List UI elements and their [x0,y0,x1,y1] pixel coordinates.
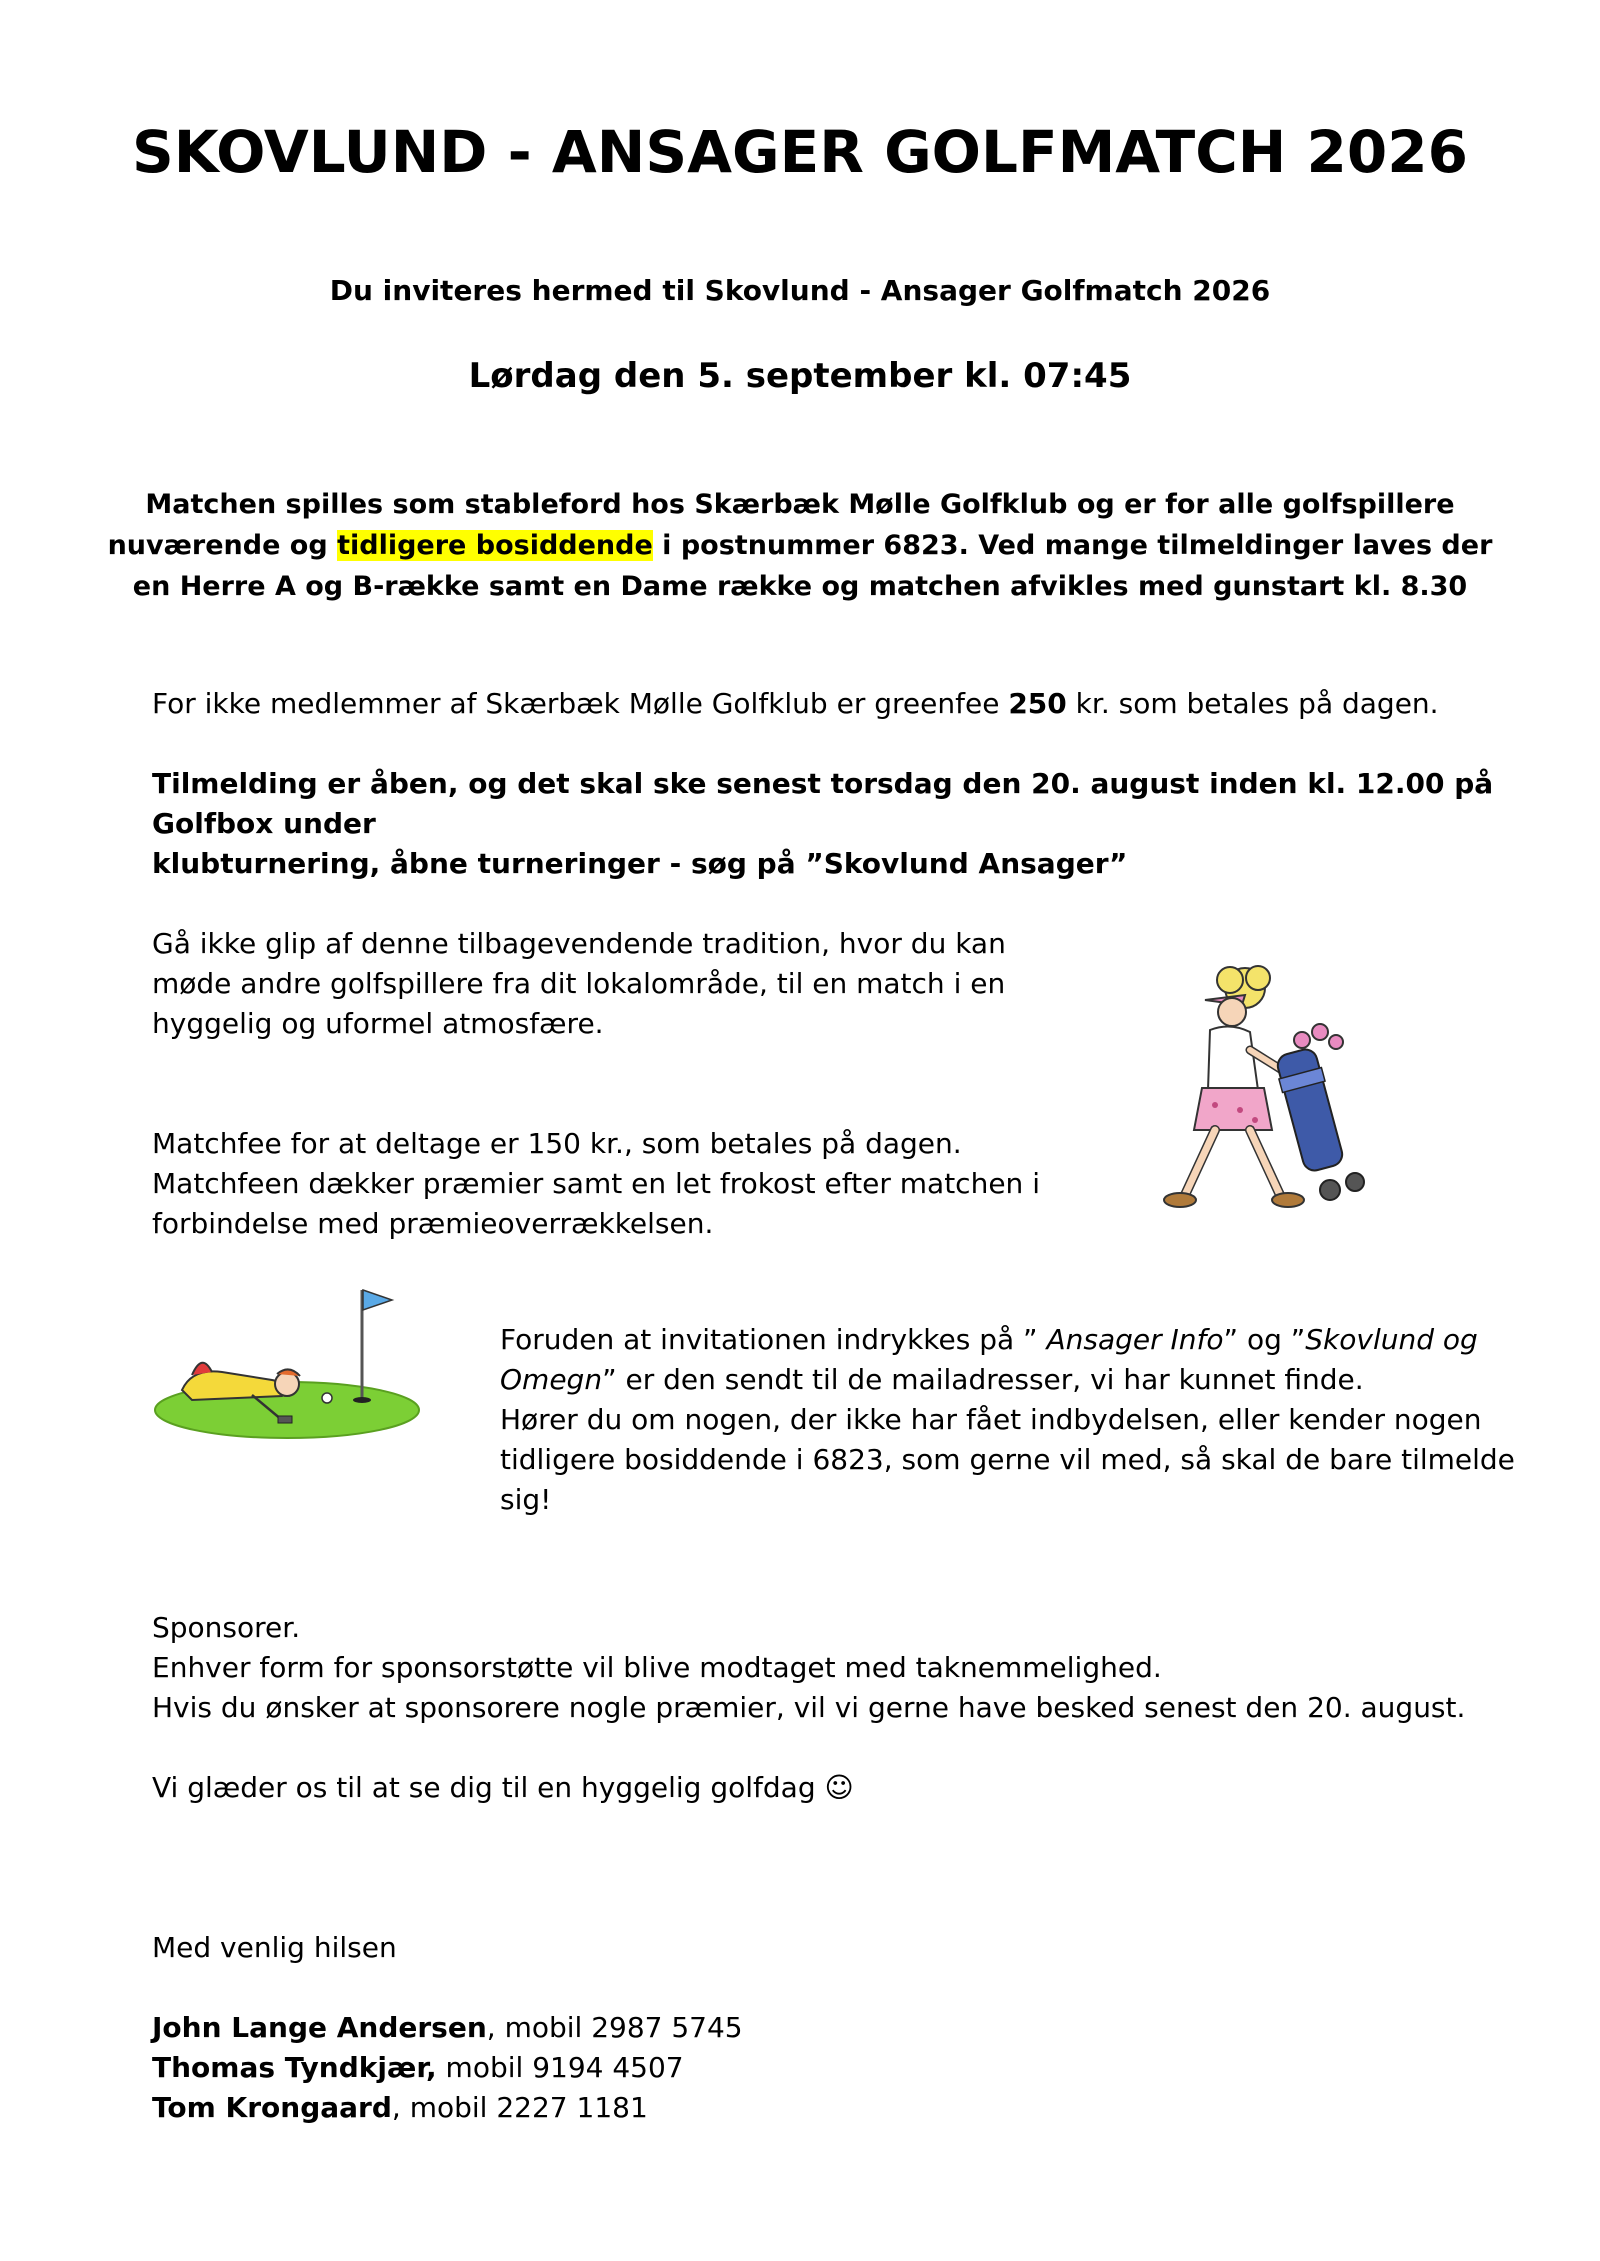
lead-line-3: en Herre A og B-række samt en Dame række og matchen afvikles med gunstart kl. 8.30 [132,571,1468,602]
omegn-text: Omegn [500,1363,603,1396]
signup-line-2: klubturnering, åbne turneringer - søg på ”Skovlund Ansager” [152,847,1128,880]
sponsors-heading: Sponsorer. [152,1611,301,1644]
closing-line: Vi glæder os til at se dig til en hyggelig golfdag ☺ [152,1771,854,1804]
skovlund-og-text: Skovlund og [1305,1323,1478,1356]
invitation-line-4: tidligere bosiddende i 6823, som gerne vil med, så skal de bare tilmelde [500,1443,1515,1476]
date-line: Lørdag den 5. september kl. 07:45 [468,356,1132,396]
invitation-paragraph [500,1320,1515,1520]
invitation-line-1 [500,1320,1515,1360]
sponsors-line-2: Hvis du ønsker at sponsorere nogle præmier, vil vi gerne have besked senest den 20. august. [152,1691,1466,1724]
contact-row [152,2088,743,2128]
greenfee-text-b: kr. som betales på dagen. [1066,687,1439,720]
putting-golfer-icon [152,1280,432,1450]
greenfee-paragraph [152,684,1439,724]
match-description [0,484,1600,607]
signup-line-1: Tilmelding er åben, og det skal ske senest torsdag den 20. august inden kl. 12.00 på Golfbox under [152,767,1494,840]
invitation-line-3: Hører du om nogen, der ikke har fået indbydelsen, eller kender nogen [500,1403,1482,1436]
tradition-line-3: hyggelig og uformel atmosfære. [152,1007,604,1040]
tradition-paragraph [152,924,1006,1044]
sponsors-line-1: Enhver form for sponsorstøtte vil blive modtaget med taknemmelighed. [152,1651,1162,1684]
greenfee-text-a: For ikke medlemmer af Skærbæk Mølle Golfklub er greenfee [152,687,1009,720]
greenfee-amount: 250 [1008,687,1067,720]
lead-line-2 [0,525,1600,566]
sponsors-paragraph [152,1608,1465,1728]
contacts-list [152,2008,743,2128]
ansager-info-text: Ansager Info [1046,1323,1224,1356]
lead-line-2-a: nuværende og [107,530,338,561]
contact-row [152,2048,743,2088]
tradition-line-1: Gå ikke glip af denne tilbagevendende tradition, hvor du kan [152,927,1006,960]
woman-golfer-icon [1130,960,1380,1230]
contact-row [152,2008,743,2048]
inv-text-1b: ” og ” [1223,1323,1306,1356]
signup-paragraph [152,764,1600,884]
invitation-line-2 [500,1360,1515,1400]
invite-line: Du inviteres hermed til Skovlund - Ansager Golfmatch 2026 [329,274,1271,307]
matchfee-paragraph [152,1124,1040,1244]
matchfee-line-2: Matchfeen dækker præmier samt en let frokost efter matchen i [152,1167,1040,1200]
contact-phone: mobil 9194 4507 [436,2051,684,2084]
inv-text-1a: Foruden at invitationen indrykkes på ” [500,1323,1047,1356]
contact-phone: , mobil 2227 1181 [391,2091,648,2124]
invitation-line-5: sig! [500,1483,552,1516]
matchfee-line-3: forbindelse med præmieoverrækkelsen. [152,1207,714,1240]
tradition-line-2: møde andre golfspillere fra dit lokalområde, til en match i en [152,967,1006,1000]
matchfee-line-1: Matchfee for at deltage er 150 kr., som betales på dagen. [152,1127,962,1160]
contact-phone: , mobil 2987 5745 [486,2011,743,2044]
highlighted-text: tidligere bosiddende [337,530,653,561]
lead-line-1: Matchen spilles som stableford hos Skærbæk Mølle Golfklub og er for alle golfspillere [145,489,1455,520]
regards-line: Med venlig hilsen [152,1931,397,1964]
contact-name: Thomas Tyndkjær, [152,2051,437,2084]
lead-line-2-b: i postnummer 6823. Ved mange tilmeldinger laves der [652,530,1493,561]
contact-name: Tom Krongaard [152,2091,392,2124]
page-title: SKOVLUND - ANSAGER GOLFMATCH 2026 [132,118,1468,186]
contact-name: John Lange Andersen [152,2011,487,2044]
inv-text-2b: ” er den sendt til de mailadresser, vi har kunnet finde. [602,1363,1364,1396]
